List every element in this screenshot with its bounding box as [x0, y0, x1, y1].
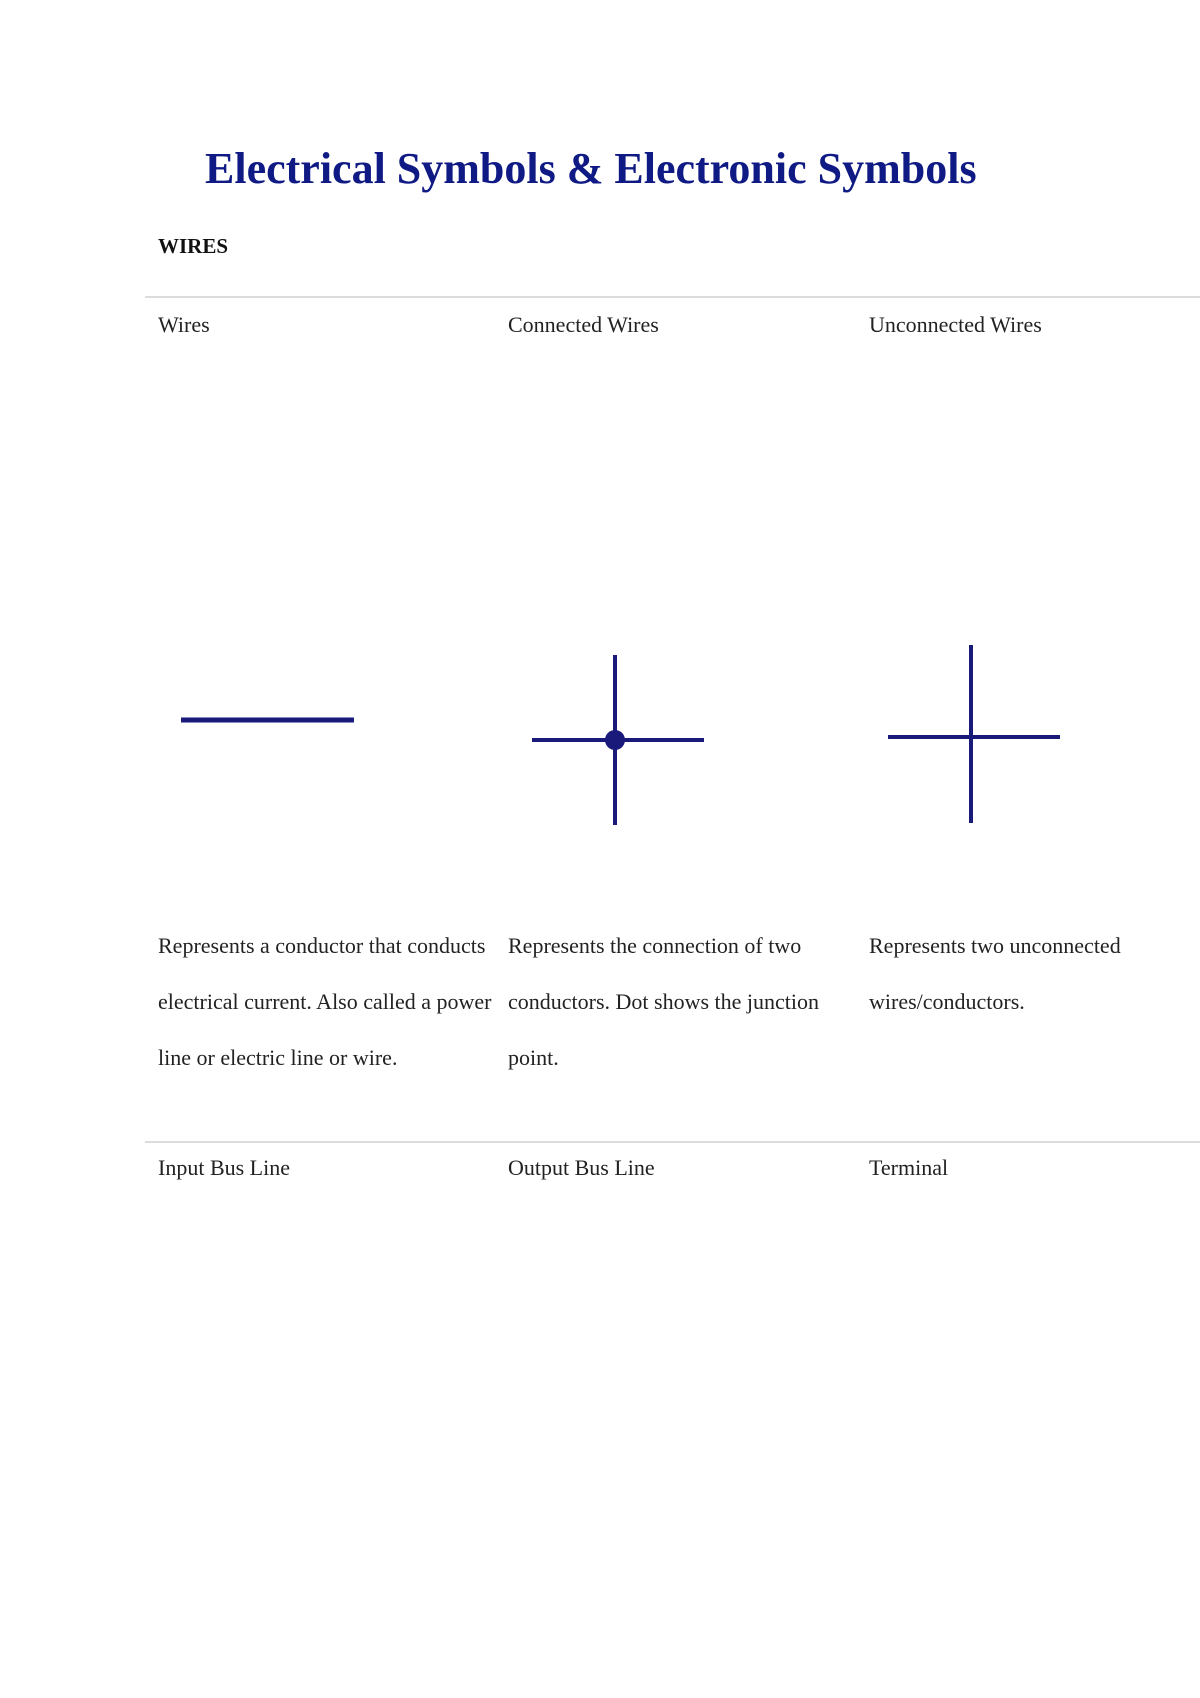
unconnected-wires-icon [885, 640, 1065, 830]
cell-description-wires: Represents a conductor that conducts electrical current. Also called a power line or electric line or wire. [158, 933, 492, 1070]
cell-description-unconnected-wires: Represents two unconnected wires/conductors. [869, 933, 1121, 1014]
cell-label-wires: Wires [158, 312, 210, 337]
cell-label-unconnected-wires: Unconnected Wires [869, 312, 1042, 337]
connected-wires-icon [528, 650, 708, 830]
table-row-divider [145, 296, 1200, 298]
cell-description-connected-wires: Represents the connection of two conductors. Dot shows the junction point. [508, 933, 820, 1070]
cell-label-output-bus-line: Output Bus Line [508, 1155, 655, 1180]
wire-line-icon [178, 700, 358, 740]
table-row-divider [145, 1141, 1200, 1143]
section-heading-wires: WIRES [158, 234, 229, 258]
junction-dot-icon [605, 730, 625, 750]
cell-label-terminal: Terminal [869, 1155, 949, 1180]
cell-label-input-bus-line: Input Bus Line [158, 1155, 290, 1180]
cell-label-connected-wires: Connected Wires [508, 312, 659, 337]
page-title: Electrical Symbols & Electronic Symbols [205, 144, 977, 193]
